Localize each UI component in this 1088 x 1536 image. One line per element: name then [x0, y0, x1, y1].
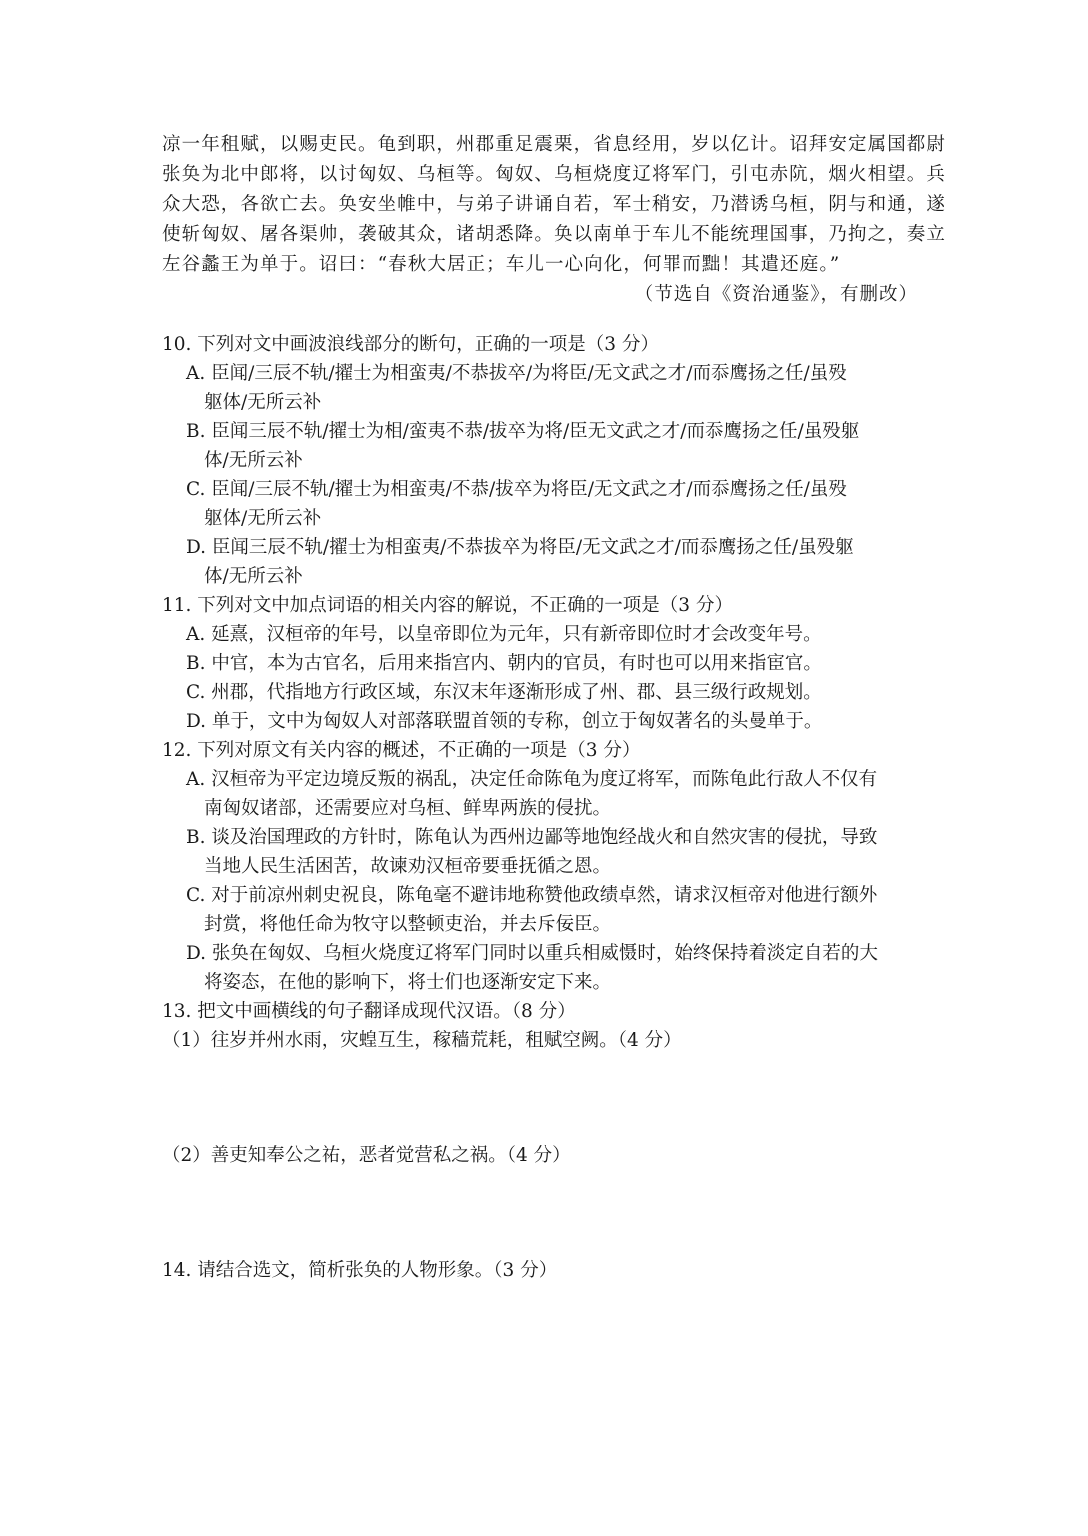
option-c: C. 对于前凉州刺史祝良，陈龟毫不避讳地称赞他政绩卓然，请求汉桓帝对他进行额外 封赏，将他任命为牧守以整顿吏治，并去斥佞臣。 [186, 885, 878, 935]
option-d: D. 单于，文中为匈奴人对部落联盟首领的专称，创立于匈奴著名的头曼单于。 [186, 711, 823, 732]
question-stem: 10. 下列对文中画波浪线部分的断句，正确的一项是（3 分） [162, 334, 659, 355]
question-stem: 13. 把文中画横线的句子翻译成现代汉语。（8 分） [162, 1001, 576, 1022]
option-b: B. 中官，本为古官名，后用来指宫内、朝内的官员，有时也可以用来指宦官。 [186, 653, 822, 674]
passage-line: 使斩匈奴、屠各渠帅，袭破其众，诸胡悉降。奂以南单于车儿不能统理国事，乃拘之，奏立 [162, 224, 947, 245]
question-stem: 14. 请结合选文，简析张奂的人物形象。（3 分） [162, 1260, 558, 1281]
option-a: A. 臣闻/三辰不轨/擢士为相蛮夷/不恭拔卒/为将臣/无文武之才/而忝鹰扬之任/虽殁 躯体/无所云补 [186, 363, 847, 413]
passage-line: 凉一年租赋，以赐吏民。龟到职，州郡重足震栗，省息经用，岁以亿计。诏拜安定属国都尉 [162, 134, 947, 155]
option-a: A. 延熹，汉桓帝的年号，以皇帝即位为元年，只有新帝即位时才会改变年号。 [186, 624, 822, 645]
option-b: B. 臣闻三辰不轨/擢士为相/蛮夷不恭/拔卒为将/臣无文武之才/而忝鹰扬之任/虽殁躯 体/无所云补 [186, 421, 860, 471]
answer-space[interactable] [162, 1055, 932, 1141]
question-14 [162, 1256, 932, 1285]
option-c: C. 臣闻/三辰不轨/擢士为相蛮夷/不恭/拔卒为将臣/无文武之才/而忝鹰扬之任/虽殁 躯体/无所云补 [186, 479, 847, 529]
passage-line: 左谷蠡王为单于。诏曰：“春秋大居正；车儿一心向化，何罪而黜！其遣还庭。” [162, 254, 841, 275]
question-11 [162, 591, 932, 736]
question-stem: 11. 下列对文中加点词语的相关内容的解说，不正确的一项是（3 分） [162, 595, 733, 616]
option-d: D. 臣闻三辰不轨/擢士为相蛮夷/不恭拔卒为将臣/无文武之才/而忝鹰扬之任/虽殁躯 体/无所云补 [186, 537, 854, 587]
sub-question-2: （2）善吏知奉公之祐，恶者觉营私之祸。（4 分） [162, 1145, 571, 1166]
question-10 [162, 330, 932, 591]
question-list [162, 330, 932, 1285]
answer-space[interactable] [162, 1170, 932, 1256]
sub-question-1: （1）往岁并州水雨，灾蝗互生，稼穑荒耗，租赋空阙。（4 分） [162, 1030, 682, 1051]
passage-source: （节选自《资治通鉴》，有删改） [634, 284, 918, 305]
passage-line: 众大恐，各欲亡去。奂安坐帷中，与弟子讲诵自若，军士稍安，乃潜诱乌桓，阴与和通，遂 [162, 194, 947, 215]
option-b: B. 谈及治国理政的方针时，陈龟认为西州边鄙等地饱经战火和自然灾害的侵扰，导致 当地人民生活困苦，故谏劝汉桓帝要垂抚循之恩。 [186, 827, 878, 877]
question-12 [162, 736, 932, 997]
question-13 [162, 997, 932, 1256]
option-c: C. 州郡，代指地方行政区域，东汉末年逐渐形成了州、郡、县三级行政规划。 [186, 682, 822, 703]
option-d: D. 张奂在匈奴、乌桓火烧度辽将军门同时以重兵相威慑时，始终保持着淡定自若的大 将姿态，在他的影响下，将士们也逐渐安定下来。 [186, 943, 878, 993]
question-stem: 12. 下列对原文有关内容的概述，不正确的一项是（3 分） [162, 740, 641, 761]
option-a: A. 汉桓帝为平定边境反叛的祸乱，决定任命陈龟为度辽将军，而陈龟此行敌人不仅有 南匈奴诸部，还需要应对乌桓、鲜卑两族的侵扰。 [186, 769, 878, 819]
passage-line: 张奂为北中郎将，以讨匈奴、乌桓等。匈奴、乌桓烧度辽将军门，引屯赤阬，烟火相望。兵 [162, 164, 947, 185]
classical-passage [162, 130, 947, 310]
